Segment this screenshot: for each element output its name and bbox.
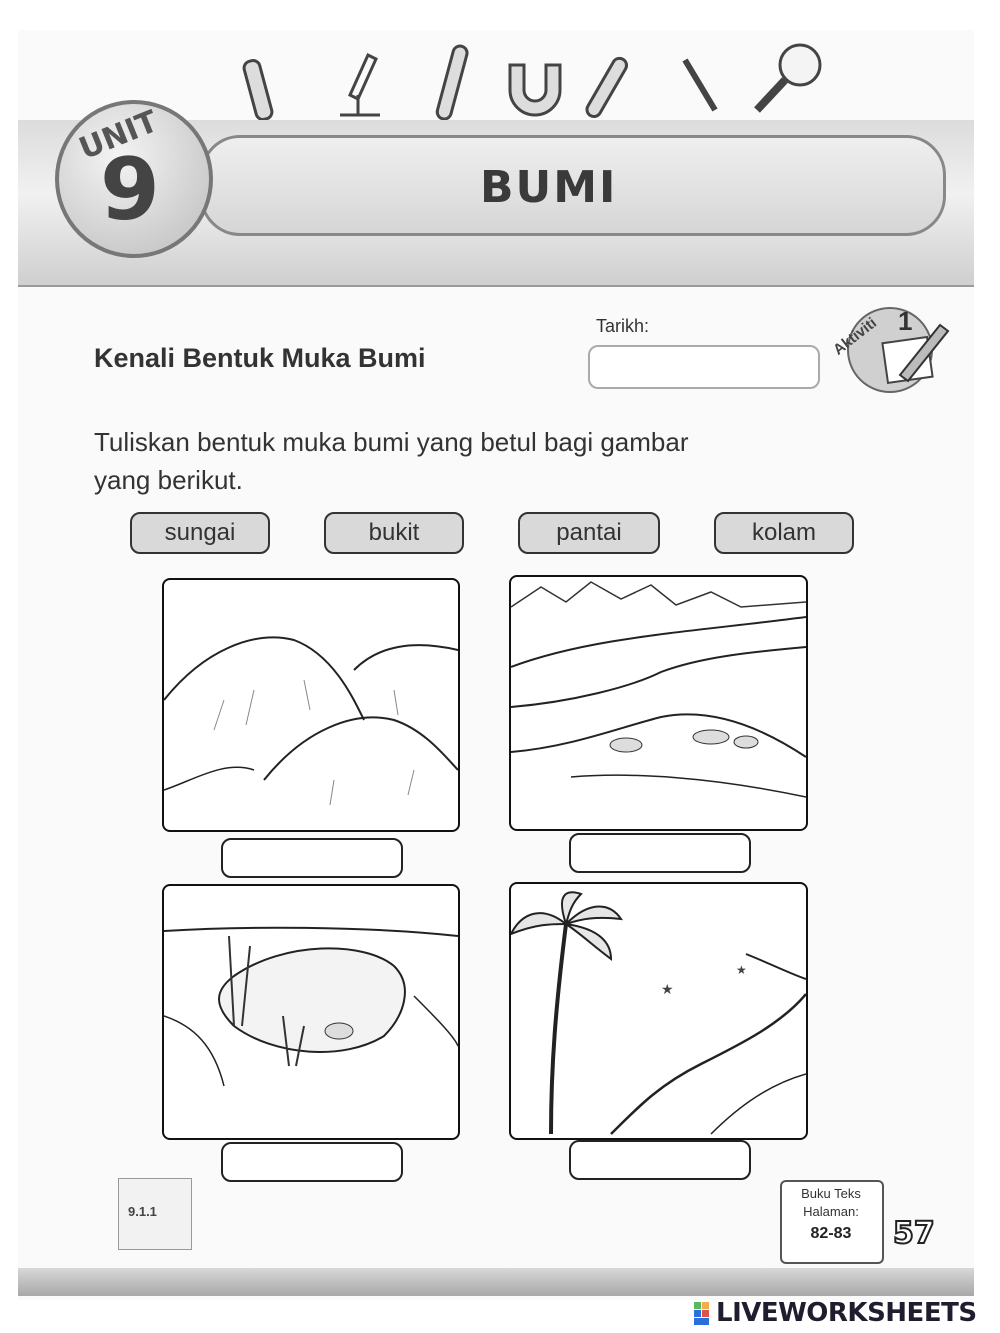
textbook-pages: 82-83 bbox=[810, 1225, 852, 1242]
section-heading: Kenali Bentuk Muka Bumi bbox=[94, 343, 426, 373]
pond-picture bbox=[162, 884, 460, 1140]
beach-picture bbox=[509, 882, 808, 1140]
river-picture bbox=[509, 575, 808, 831]
standard-code: 9.1.1 bbox=[128, 1204, 157, 1219]
dropper-icon bbox=[685, 60, 715, 110]
page-title: BUMI bbox=[480, 162, 618, 213]
word-pantai[interactable]: pantai bbox=[518, 512, 660, 554]
test-tube-2-icon bbox=[584, 56, 629, 119]
footer-ground-decoration bbox=[18, 1268, 974, 1296]
word-bukit[interactable]: bukit bbox=[324, 512, 464, 554]
page-number: 57 bbox=[893, 1216, 935, 1251]
answer-box-river[interactable] bbox=[569, 833, 751, 873]
word-sungai[interactable]: sungai bbox=[130, 512, 270, 554]
tarikh-label: Tarikh: bbox=[596, 316, 650, 336]
magnifier-icon bbox=[780, 45, 820, 85]
unit-number: 9 bbox=[100, 140, 160, 240]
answer-box-hills[interactable] bbox=[221, 838, 403, 878]
buku-teks-label: Buku Teks bbox=[801, 1186, 861, 1201]
svg-text:★: ★ bbox=[736, 963, 747, 977]
tarikh-input[interactable] bbox=[588, 345, 820, 389]
microscope-icon bbox=[340, 55, 380, 115]
test-tube-icon bbox=[243, 59, 274, 121]
science-tools-decoration bbox=[230, 35, 850, 130]
svg-text:★: ★ bbox=[661, 982, 674, 998]
unit-label: UNIT bbox=[74, 104, 163, 167]
magnet-icon bbox=[510, 65, 560, 115]
halaman-label: Halaman: bbox=[803, 1204, 859, 1219]
hills-picture bbox=[162, 578, 460, 832]
liveworksheets-logo-icon bbox=[694, 1302, 710, 1326]
answer-box-beach[interactable] bbox=[569, 1140, 751, 1180]
aktiviti-number: 1 bbox=[898, 306, 913, 336]
thermometer-icon bbox=[436, 44, 469, 120]
liveworksheets-brand: LIVEWORKSHEETS bbox=[716, 1298, 977, 1328]
word-kolam[interactable]: kolam bbox=[714, 512, 854, 554]
aktiviti-label: Aktiviti bbox=[830, 314, 880, 359]
instruction-text: Tuliskan bentuk muka bumi yang betul bagi gambar yang berikut. bbox=[94, 427, 689, 495]
answer-box-pond[interactable] bbox=[221, 1142, 403, 1182]
